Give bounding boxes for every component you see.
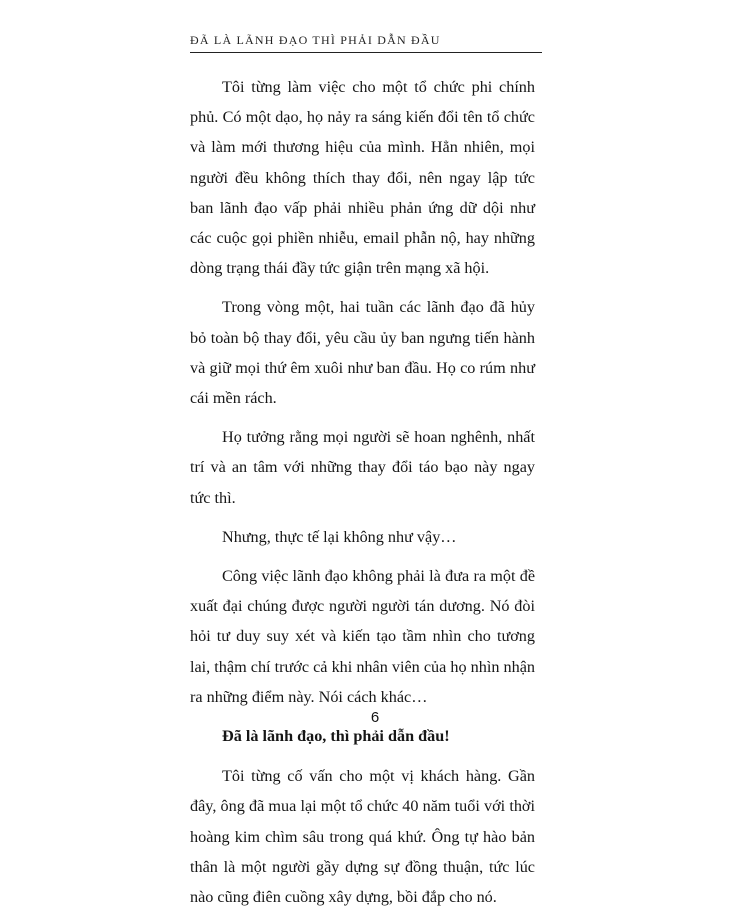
header-rule <box>190 52 542 53</box>
section-heading: Đã là lãnh đạo, thì phải dẫn đầu! <box>222 727 450 746</box>
paragraph: Họ tưởng rằng mọi người sẽ hoan nghênh, nhất trí và an tâm với những thay đổi táo bạo này ngay tức thì. <box>190 428 535 507</box>
page-number: 6 <box>370 709 380 726</box>
paragraph: Trong vòng một, hai tuần các lãnh đạo đã hủy bỏ toàn bộ thay đổi, yêu cầu ủy ban ngưng tiến hành và giữ mọi thứ êm xuôi như ban đầu. Họ co rúm như cái mền rách. <box>190 298 535 408</box>
paragraph: Tôi từng cố vấn cho một vị khách hàng. Gần đây, ông đã mua lại một tổ chức 40 năm tuổi với thời hoàng kim chìm sâu trong quá khứ. Ông tự hào bản thân là một người gầy dựng sự đồng thuận, tức lúc nào cũng điên cuồng xây dựng, bồi đắp cho nó. <box>190 767 535 907</box>
paragraph: Công việc lãnh đạo không phải là đưa ra một đề xuất đại chúng được người người tán dương. Nó đòi hỏi tư duy suy xét và kiến tạo tầm nhìn cho tương lai, thậm chí trước cả khi nhân viên của họ nhìn nhận ra những điểm này. Nói cách khác… <box>190 567 535 706</box>
paragraph: Tôi từng làm việc cho một tổ chức phi chính phủ. Có một dạo, họ nảy ra sáng kiến đổi tên tổ chức và làm mới thương hiệu của mình. Hẳn nhiên, mọi người đều không thích thay đổi, nên ngay lập tức ban lãnh đạo vấp phải nhiều phản ứng dữ dội như các cuộc gọi phiền nhiễu, email phẫn nộ, hay những dòng trạng thái đầy tức giận trên mạng xã hội. <box>190 78 535 278</box>
paragraph: Nhưng, thực tế lại không như vậy… <box>222 527 457 546</box>
body-text <box>190 72 535 921</box>
running-head: ĐÃ LÀ LÃNH ĐẠO THÌ PHẢI DẪN ĐẦU <box>190 33 441 47</box>
